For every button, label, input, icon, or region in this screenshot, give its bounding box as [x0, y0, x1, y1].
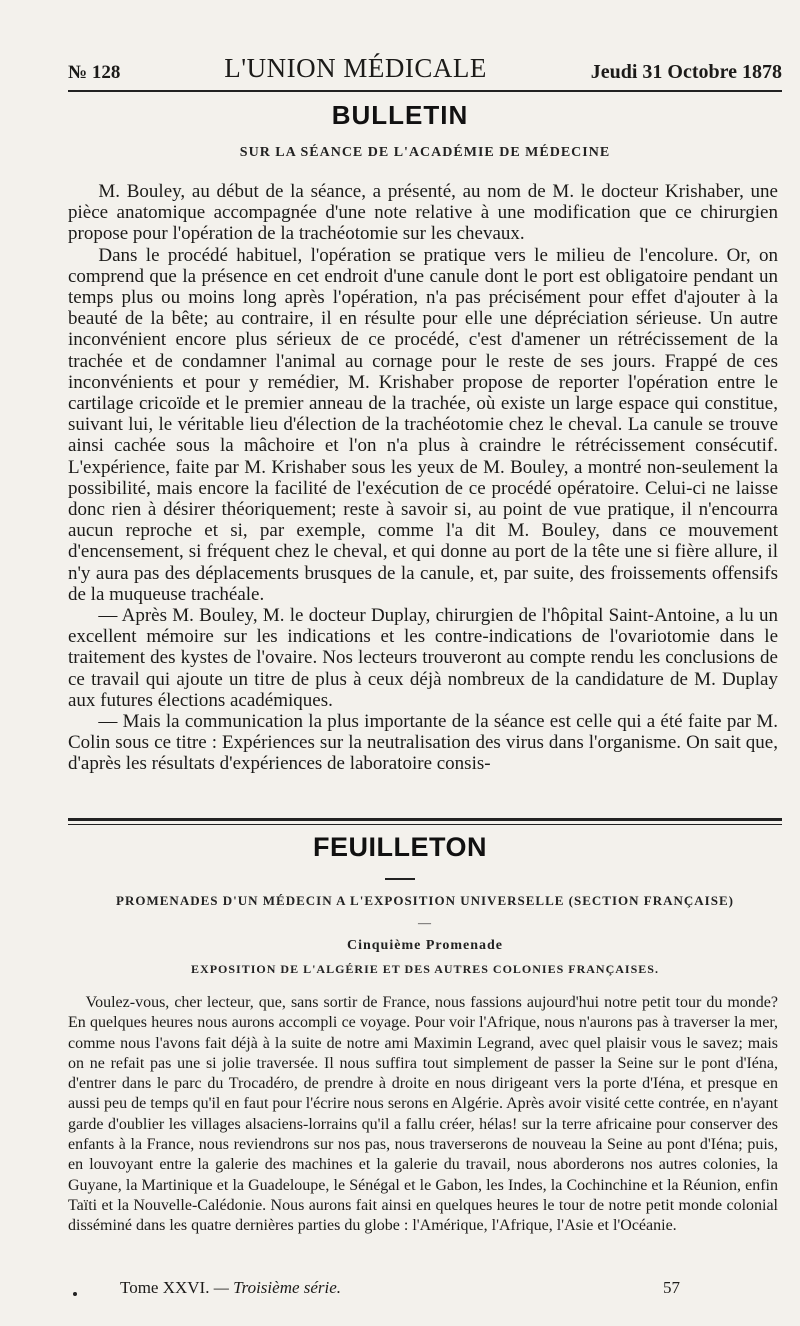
bulletin-subtitle: SUR LA SÉANCE DE L'ACADÉMIE DE MÉDECINE — [239, 145, 611, 160]
feuilleton-dash: — — [418, 915, 432, 930]
bulletin-paragraph-2: Dans le procédé habituel, l'opération se pratique vers le milieu de l'encolure. Or, on comprend que la présence en cet endroit d'une canule dont le port est obligatoire pendant un temps plus ou moins long après l'opération, n'a pas précisément pour effet d'ajouter à la beauté de la bête; au contraire, il en résulte pour elle une dépréciation sérieuse. Un autre inconvénient encore plus sérieux de ce procédé, c'est d'amener un rétrécissement de la trachée et de condamner l'animal au cornage pour le reste de ses jours. Frappé de ces inconvénients et pour y remédier, M. Krishaber propose de reporter l'opération entre le cartilage cricoïde et le premier anneau de la trachée, où existe un large espace qui constitue, suivant lui, le véritable lieu d'élection de la trachéotomie chez le cheval. La canule se trouve ainsi cachée sous la mâchoire et l'on n'a plus à craindre le rétrécissement consécutif. L'expérience, faite par M. Krishaber sous les yeux de M. Bouley, a montré non-seulement la possibilité, mais encore la facilité de l'exécution de ce procédé opératoire. Celui-ci ne laisse donc rien à désirer théoriquement; reste à savoir si, au point de vue pratique, il n'encourra aucun reproche et si, par exemple, comme l'a dit M. Bouley, dans ce mouvement d'encensement, si fréquent chez le cheval, et qui donne au port de la tête une si fière allure, il n'y aura pas des déplacements brusques de la canule, et, par suite, des froissements offensifs de la muqueuse trachéale. — [68, 244, 778, 605]
feuilleton-body — [68, 993, 778, 1237]
footer-tome-label: Tome XXVI. — [120, 1278, 210, 1297]
footer-serie: — Troisième série. — [213, 1278, 342, 1297]
page-header — [68, 48, 782, 84]
feuilleton-rule-bottom — [68, 824, 782, 825]
feuilleton-paragraph: Voulez-vous, cher lecteur, que, sans sortir de France, nous fassions aujourd'hui notre petit tour du monde? En quelques heures nous aurons accompli ce voyage. Pour voir l'Afrique, nous n'aurons pas à traverser la mer, comme nous l'avons fait déjà à la suite de notre ami Maximin Legrand, avec quel plaisir vous le savez; mais on ne refait pas une si jolie traversée. Il nous suffira tout simplement de passer la Seine sur le pont d'Iéna, d'entrer dans le parc du Trocadéro, de prendre à droite en nous dirigeant vers la porte d'Iéna, et presque en aussi peu de temps qu'il en faut pour l'écrire nous serons en Algérie. Après avoir visité cette contrée, en n'ayant garde d'oublier les villages alsaciens-lorrains qu'il a fallu créer, hélas! sur la terre africaine pour conserver des enfants à la France, nous reviendrons sur nos pas, nous traverserons de nouveau la Seine au pont d'Iéna; puis, en louvoyant entre la galerie des machines et la galerie du travail, nous aborderons nos autres colonies, la Guyane, la Martinique et la Guadeloupe, le Sénégal et le Gabon, les Indes, la Cochinchine et la Réunion, enfin Taïti et la Nouvelle-Calédonie. Nous aurons fait ainsi en quelques heures le tour de notre petit monde colonial disséminé dans les quatre dernières parties du globe : l'Amérique, l'Afrique, l'Asie et l'Océanie. — [68, 994, 778, 1235]
header-rule — [68, 90, 782, 92]
feuilleton-rule-top — [68, 818, 782, 821]
feuilleton-part: Cinquième Promenade — [346, 938, 503, 953]
footer-tome — [120, 1278, 341, 1298]
journal-title: L'UNION MÉDICALE — [224, 53, 487, 83]
feuilleton-title: FEUILLETON — [312, 832, 487, 862]
feuilleton-heading: EXPOSITION DE L'ALGÉRIE ET DES AUTRES COLONIES FRANÇAISES. — [191, 962, 659, 976]
page-footer — [68, 1277, 680, 1299]
feuilleton-title-rule — [385, 878, 415, 880]
bulletin-body — [68, 181, 778, 775]
bulletin-paragraph-3: — Après M. Bouley, M. le docteur Duplay, chirurgien de l'hôpital Saint-Antoine, a lu un excellent mémoire sur les indications et les contre-indications de l'ovariotomie dans le traitement des kystes de l'ovaire. Nos lecteurs trouveront au compte rendu les conclusions de ce travail qui ajoute un titre de plus à ceux déjà nombreux de la candidature de M. Duplay aux futures élections académiques. — [68, 605, 778, 711]
issue-number: № 128 — [68, 62, 121, 83]
bulletin-paragraph-4: — Mais la communication la plus importante de la séance est celle qui a été faite par M. Colin sous ce titre : Expériences sur la neutralisation des virus dans l'organisme. On sait que, d'après les résultats d'expériences de laboratoire consis- — [68, 711, 778, 775]
issue-date: Jeudi 31 Octobre 1878 — [590, 61, 782, 83]
feuilleton-subtitle: PROMENADES D'UN MÉDECIN A L'EXPOSITION UNIVERSELLE (SECTION FRANÇAISE) — [116, 893, 734, 908]
page-number: 57 — [663, 1278, 680, 1297]
bulletin-paragraph-1: M. Bouley, au début de la séance, a présenté, au nom de M. le docteur Krishaber, une pièce anatomique accompagnée d'une note relative à une modification que ce chirurgien propose pour l'opération de la trachéotomie sur les chevaux. — [68, 181, 778, 245]
bulletin-title: BULLETIN — [331, 100, 469, 130]
